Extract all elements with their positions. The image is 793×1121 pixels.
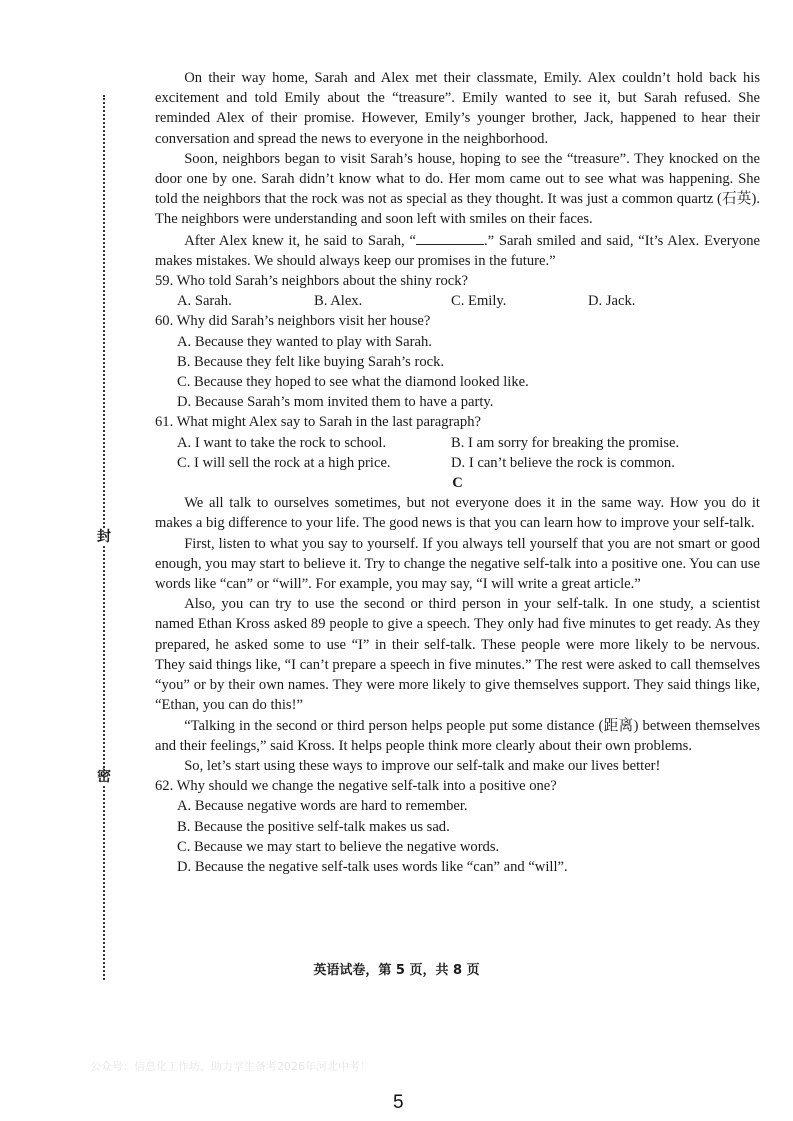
option-c[interactable]: C. Emily.: [451, 293, 507, 310]
blank-lead-text: After Alex knew it, he said to Sarah, “: [184, 232, 416, 249]
option-row: [155, 291, 760, 311]
passage-paragraph: First, listen to what you say to yourself. If you always tell yourself that you are not smart or good enough, you may start to believe it. Try to change the negative self-talk into a positive one. You can use words like “can” or “will”. For example, you may say, “I will write a great article.”: [155, 535, 760, 593]
option-d[interactable]: D. Because Sarah’s mom invited them to have a party.: [177, 394, 494, 411]
option-d[interactable]: D. Jack.: [588, 293, 636, 310]
option-a[interactable]: A. I want to take the rock to school.: [177, 434, 387, 451]
passage-paragraph: Soon, neighbors began to visit Sarah’s house, hoping to see the “treasure”. They knocked on the door one by one. Sarah didn’t know what to do. Her mom came out to see what was happening. She told the neighbors that the rock was not as special as they thought. It was just a common quartz (石英). The neighbors were understanding and soon left with smiles on their faces.: [155, 150, 760, 228]
question-stem: 61. What might Alex say to Sarah in the last paragraph?: [155, 414, 481, 431]
section-heading: C: [452, 475, 463, 492]
option-b[interactable]: B. I am sorry for breaking the promise.: [451, 434, 680, 451]
question-stem: 60. Why did Sarah’s neighbors visit her house?: [155, 313, 431, 330]
question-stem: 59. Who told Sarah’s neighbors about the shiny rock?: [155, 273, 469, 290]
passage-paragraph: So, let’s start using these ways to improve our self-talk and make our lives better!: [184, 757, 661, 774]
page-number: 5: [393, 1092, 404, 1113]
watermark-text: 公众号：信息化工作坊，助力学生备考2026年河北中考！: [90, 1060, 371, 1073]
passage-paragraph-with-blank: [155, 230, 760, 271]
passage-paragraph: On their way home, Sarah and Alex met their classmate, Emily. Alex couldn’t hold back his excitement and told Emily about the “treasure”. Emily wanted to see it, but Sarah refused. She reminded Alex of their promise. However, Emily’s younger brother, Jack, happened to hear their conversation and spread the news to everyone in the neighborhood.: [155, 70, 760, 147]
option-row: [155, 453, 760, 473]
option-b[interactable]: B. Because they felt like buying Sarah’s rock.: [177, 353, 445, 370]
option-d[interactable]: D. Because the negative self-talk uses words like “can” and “will”.: [177, 858, 568, 875]
option-c[interactable]: C. I will sell the rock at a high price.: [177, 454, 391, 471]
option-b[interactable]: B. Because the positive self-talk makes us sad.: [177, 818, 450, 835]
binding-char-secret: 密: [97, 769, 111, 785]
passage-paragraph: Also, you can try to use the second or third person in your self-talk. In one study, a scientist named Ethan Kross asked 89 people to give a speech. They only had five minutes to get ready. As they prepared, he asked some to use “I” in their self-talk. These people were more likely to be nervous. They said things like, “I can’t prepare a speech in five minutes.” The rest were asked to call themselves “you” or by their own names. They were more likely to give themselves support. They said things like, “Ethan, you can do this!”: [155, 596, 760, 714]
binding-char-seal: 封: [97, 529, 111, 545]
option-c[interactable]: C. Because we may start to believe the negative words.: [177, 838, 500, 855]
option-row: [155, 433, 760, 453]
blank-trail-text: .” Sarah smiled and said, “It’s Alex. Everyone makes mistakes. We should always keep our promises in the future.”: [155, 232, 760, 269]
option-c[interactable]: C. Because they hoped to see what the diamond looked like.: [177, 374, 529, 391]
option-a[interactable]: A. Sarah.: [177, 293, 232, 310]
option-a[interactable]: A. Because negative words are hard to remember.: [177, 798, 468, 815]
passage-paragraph: “Talking in the second or third person helps people put some distance (距离) between themselves and their feelings,” said Kross. It helps people think more clearly about their own problems.: [155, 717, 760, 754]
page-footer: 英语试卷，第 5 页，共 8 页: [313, 963, 480, 978]
answer-blank[interactable]: [416, 230, 484, 245]
option-d[interactable]: D. I can’t believe the rock is common.: [451, 454, 675, 471]
question-stem: 62. Why should we change the negative self-talk into a positive one?: [155, 778, 557, 795]
option-b[interactable]: B. Alex.: [314, 293, 363, 310]
option-a[interactable]: A. Because they wanted to play with Sarah.: [177, 333, 432, 350]
page-content: [155, 68, 760, 877]
passage-paragraph: We all talk to ourselves sometimes, but not everyone does it in the same way. How you do it makes a big difference to your life. The good news is that you can learn how to improve your self-talk.: [155, 495, 760, 532]
